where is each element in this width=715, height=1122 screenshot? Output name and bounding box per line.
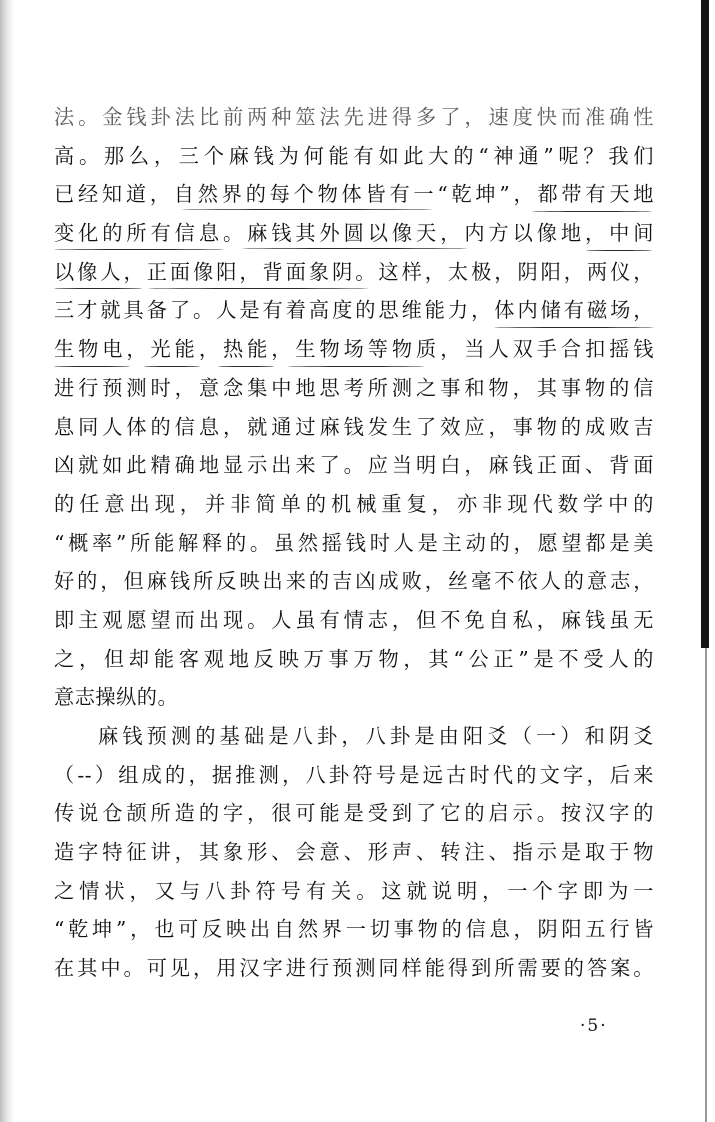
- text-line: 以像人，正面像阳，背面象阴。这样，太极，阴阳，两仪，: [54, 259, 654, 284]
- text-line: 息同人体的信息，就通过麻钱发生了效应，事物的成败吉: [54, 414, 654, 439]
- page-body-text: [54, 98, 654, 988]
- scan-right-edge-line: [705, 648, 707, 1122]
- text-line: 生物电，光能，热能，生物场等物质，当人双手合扣摇钱: [54, 337, 654, 362]
- pencil-underline: [242, 248, 467, 249]
- text-line: 凶就如此精确地显示出来了。应当明白，麻钱正面、背面: [54, 453, 654, 478]
- text-line: 之，但却能客观地反映万事万物，其“公正”是不受人的: [54, 646, 654, 671]
- text-line: 进行预测时，意念集中地思考所测之事和物，其事物的信: [54, 375, 654, 400]
- text-line: 的任意出现，并非简单的机械重复，亦非现代数学中的: [54, 491, 654, 516]
- text-line: 意志操纵的。: [54, 685, 179, 710]
- text-line: 已经知道，自然界的每个物体皆有一“乾坤”，都带有天地: [54, 182, 654, 207]
- text-line: “乾坤”，也可反映出自然界一切事物的信息，阴阳五行皆: [54, 917, 654, 942]
- text-line: 在其中。可见，用汉字进行预测同样能得到所需要的答案。: [54, 956, 654, 981]
- pencil-underline: [54, 288, 142, 289]
- pencil-underline: [494, 327, 654, 328]
- page-number: ·5·: [580, 1016, 608, 1036]
- pencil-underline: [586, 250, 652, 251]
- text-line: “概率”所能解释的。虽然摇钱时人是主动的，愿望都是美: [54, 530, 654, 555]
- pencil-underline: [54, 366, 130, 367]
- pencil-underline: [182, 209, 432, 210]
- scan-right-edge-shadow: [701, 0, 709, 648]
- text-line: 好的，但麻钱所反映出来的吉凶成败，丝毫不依人的意志，: [54, 569, 654, 594]
- pencil-underline: [54, 249, 224, 250]
- pencil-underline: [218, 366, 274, 367]
- paragraph-2: [54, 717, 654, 988]
- text-line: （--）组成的，据推测，八卦符号是远古时代的文字，后来: [54, 762, 654, 787]
- pencil-underline: [288, 366, 424, 367]
- pencil-underline: [144, 366, 200, 367]
- text-line: 麻钱预测的基础是八卦，八卦是由阳爻（一）和阴爻: [98, 724, 654, 748]
- text-line: 之情状，又与八卦符号有关。这就说明，一个字即为一: [54, 878, 654, 903]
- paragraph-1: [54, 98, 654, 717]
- text-line: 造字特征讲，其象形、会意、形声、转注、指示是取于物: [54, 840, 654, 865]
- text-line: 传说仓颉所造的字，很可能是受到了它的启示。按汉字的: [54, 801, 654, 826]
- pencil-underline: [148, 288, 368, 289]
- text-line: 高。那么，三个麻钱为何能有如此大的“神通”呢？我们: [54, 143, 654, 168]
- text-line: 变化的所有信息。麻钱其外圆以像天，内方以像地，中间: [54, 221, 654, 246]
- text-line: 即主观愿望而出现。人虽有情志，但不免自私，麻钱虽无: [54, 607, 654, 632]
- pencil-underline: [532, 211, 652, 212]
- scan-left-edge-shadow: [0, 0, 14, 1122]
- text-line: 法。金钱卦法比前两种筮法先进得多了，速度快而准确性: [54, 105, 654, 129]
- text-line: 三才就具备了。人是有着高度的思维能力，体内储有磁场，: [54, 298, 654, 323]
